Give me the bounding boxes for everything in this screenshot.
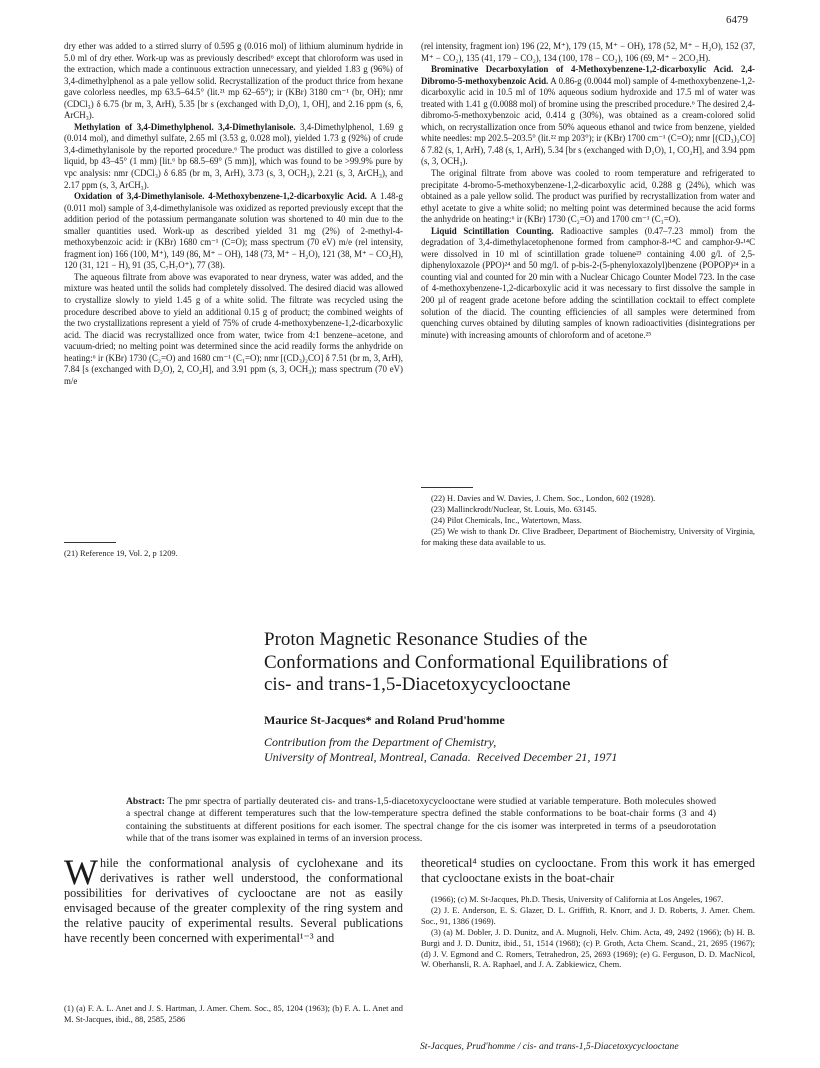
received-date: Received December 21, 1971	[476, 750, 618, 764]
footnotes	[421, 895, 755, 971]
abstract-label: Abstract:	[126, 796, 165, 807]
footnote-rule	[421, 487, 473, 488]
running-footer: St-Jacques, Prud'homme / cis- and trans-1,5-Diacetoxycyclooctane	[420, 1041, 679, 1052]
section-heading: Oxidation of 3,4-Dimethylanisole. 4-Methoxybenzene-1,2-dicarboxylic Acid.	[74, 191, 367, 202]
footnote: (24) Pilot Chemicals, Inc., Watertown, Mass.	[431, 515, 582, 525]
intro-left-column: While the conformational analysis of cyclohexane and its derivatives is rather well understood, the conformational possibilities for derivatives of cyclooctane are not as easily envisaged because of the greater complexity of the ring system and the relative paucity of experimental results. Several publications have recently been concerned with experimental¹⁻³ and	[64, 852, 403, 945]
section-heading: Brominative Decarboxylation of 4-Methoxybenzene-1,2-dicarboxylic Acid. 2,4-Dibromo-5-methoxybenzoic Acid.	[421, 64, 755, 86]
footnotes	[421, 494, 755, 549]
left-column	[64, 41, 403, 387]
footnote: (1966); (c) M. St-Jacques, Ph.D. Thesis, University of California at Los Angeles, 1967.	[431, 895, 724, 904]
footnote: (1) (a) F. A. L. Anet and J. S. Hartman, J. Amer. Chem. Soc., 85, 1204 (1963); (b) F. A. L. Anet and M. St-Jacques, ibid., 88, 2585, 2586	[64, 1004, 403, 1024]
paragraph: The original filtrate from above was cooled to room temperature and refrigerated to precipitate 4-bromo-5-methoxybenzene-1,2-dicarboxylic acid, 0.288 g (24%), which was obtained as a pale yellow solid. The product was purified by recrystallization from water and ethyl acetate to give a white solid; no melting point was determined because the acid forms the anhydride on heating:⁶ ir (KBr) 1730 (C₂=O) and 1700 cm⁻¹ (C₁=O).	[421, 168, 755, 225]
paragraph: dry ether was added to a stirred slurry of 0.595 g (0.016 mol) of lithium aluminum hydride in 5.0 ml of dry ether. Work-up was as previously described⁶ except that chloroform was used in the extraction, which made a continuous extraction unnecessary, and yielded 1.83 g (96%) of 3,4-dimethylphenol as a pale yellow solid. Recrystallization of the product thrice from hexane gave colorless needles, mp 63.5–64.5° (lit.²¹ mp 62–65°); ir (KBr) 3180 cm⁻¹ (br, OH); nmr (CDCl₃) δ 6.75 (br m, 3, ArH), 5.35 [br s (exchanged with D₂O), 1, OH], and 2.16 ppm (s, 6, ArCH₃).	[64, 41, 403, 121]
section-heading: Methylation of 3,4-Dimethylphenol. 3,4-Dimethylanisole.	[74, 121, 296, 132]
footnote: (3) (a) M. Dobler, J. D. Dunitz, and A. Mugnoli, Helv. Chim. Acta, 49, 2492 (1966); (b) H. B. Burgi and J. D. Dunitz, ibid., 51, 1514 (1968); (c) P. Groth, Acta Chem. Scand., 21, 2695 (1967); (d) J. V. Egmond and C. Romers, Tetrahedron, 25, 2693 (1969); (e) G. Ferguson, D. D. MacNicol, W. Oberhansli, R. A. Raphael, and J. A. Zabkiewicz, Chem.	[421, 927, 755, 970]
paragraph: Methylation of 3,4-Dimethylphenol. 3,4-Dimethylanisole. 3,4-Dimethylphenol, 1.69 g (0.014 mol), and dimethyl sulfate, 2.65 ml (3.53 g, 0.028 mol), yielded 1.73 g (92%) of crude 3,4-dimethylanisole by the reported procedure.⁶ The product was distilled to give a colorless liquid, bp 43–45° (1 mm) [lit.⁶ bp 68.5–69° (5 mm)], which was found to be >99.9% pure by vpc analysis: nmr (CDCl₃) δ 6.85 (br m, 3, ArH), 3.73 (s, 3, OCH₃), 2.21 (s, 3, ArCH₃), and 2.17 ppm (s, 3, ArCH₃).	[64, 121, 404, 190]
paragraph: Oxidation of 3,4-Dimethylanisole. 4-Methoxybenzene-1,2-dicarboxylic Acid. A 1.48-g (0.011 mol) sample of 3,4-dimethylanisole was oxidized as reported previously except that the addition period of the potassium permanganate solution was shortened to 40 min due to the smaller quantities used. Work-up as described yielded 31 mg (2%) of 2-methyl-4-methoxybenzoic acid: ir (KBr) 1680 cm⁻¹ (C=O); mass spectrum (70 eV) m/e (rel intensity, fragment ion) 166 (100, M⁺), 149 (86, M⁺ − OH), 148 (73, M⁺ − H₂O), 121 (38, M⁺ − CO₂H), 120 (31, 121 − H), 91 (35, C₇H₇O⁺), 77 (38).	[64, 191, 403, 271]
intro-right-column: theoretical⁴ studies on cyclooctane. From this work it has emerged that cyclooctane exists in the boat-chair	[421, 856, 755, 885]
paragraph: Brominative Decarboxylation of 4-Methoxybenzene-1,2-dicarboxylic Acid. 2,4-Dibromo-5-methoxybenzoic Acid. A 0.86-g (0.0044 mol) sample of 4-methoxybenzene-1,2-dicarboxylic acid in 10.5 ml of 10% aqueous sodium hydroxide and 17.5 ml of water was treated with 1.41 g (0.0088 mol) of bromine using the prescribed procedure.⁶ The desired 2,4-dibromo-5-methoxybenzoic acid, 0.414 g (30%), was obtained as a cream-colored solid which, on recrystallization once from 50% aqueous ethanol and twice from benzene, yielded white needles: mp 202.5–203.5° (lit.²² mp 203°); ir (KBr) 1700 cm⁻¹ (C=O); nmr [(CD₃)₂CO] δ 7.82 (s, 1, ArH), 7.48 (s, 1, ArH), 5.34 [br s (exchanged with D₂O), 1, CO₂H], and 3.94 ppm (s, 3, OCH₃).	[421, 64, 755, 167]
affiliation: Contribution from the Department of Chemistry, University of Montreal, Montreal, Canada. Received December 21, 1971	[264, 735, 618, 764]
right-column	[421, 41, 755, 341]
authors: Maurice St-Jacques* and Roland Prud'homme	[264, 713, 505, 727]
footnote-rule	[64, 542, 116, 543]
footnote: (21) Reference 19, Vol. 2, p 1209.	[64, 549, 178, 558]
paragraph: Liquid Scintillation Counting. Radioactive samples (0.47–7.23 mmol) from the degradation of 3,4-dimethylacetophenone formed from camphor-8-¹⁴C and camphor-9-¹⁴C were dissolved in 10 ml of scintillation grade toluene²³ containing 4.00 g/l. of 2,5-diphenyloxazole (PPO)²⁴ and 50 mg/l. of p-bis-2-(5-phenyloxazolyl)benzene (POPOP)²⁴ in a counting vial and counted for 20 min with a Nuclear Chicago Counter Model 723. In the case of 4-methoxybenzene-1,2-dicarboxylic acid it was necessary to first dissolve the sample in 200 µl of reagent grade acetone before adding the scintillation cocktail to effect complete solution of the diacid. The counting efficiencies of all samples were determined from quenching curves obtained by diluting samples of known radioactivities (disintegrations per minute) with increasing amounts of chloroform and of acetone.²⁵	[421, 225, 755, 340]
paragraph: The aqueous filtrate from above was evaporated to near dryness, water was added, and the mixture was heated until the solids had completely dissolved. The desired diacid was allowed to crystallize slowly to yield 1.45 g of a white solid. The filtrate was recycled using the procedure described above to yield an additional 0.15 g of product; the combined weights of the two crystallizations represent a yield of 75% of crude 4-methoxybenzene-1,2-dicarboxylic acid. The diacid was recrystallized once from water, twice from 4:1 benzene–acetone, and vacuum-dried; no melting point was determined since the acid readily forms the anhydride on heating:⁶ ir (KBr) 1730 (C₂=O) and 1680 cm⁻¹ (C₁=O); nmr [(CD₃)₂CO] δ 7.51 (br m, 3, ArH), 7.84 [s (exchanged with D₂O), 2, CO₂H], and 3.91 ppm (s, 3, OCH₃); mass spectrum (70 eV) m/e	[64, 271, 403, 386]
page-number: 6479	[726, 14, 748, 26]
drop-cap: W	[64, 852, 98, 892]
footnote: (23) Mallinckrodt/Nuclear, St. Louis, Mo. 63145.	[431, 504, 597, 514]
footnote: (25) We wish to thank Dr. Clive Bradbeer, Department of Biochemistry, University of Virginia, for making these data available to us.	[421, 526, 755, 547]
paragraph: (rel intensity, fragment ion) 196 (22, M⁺), 179 (15, M⁺ − OH), 178 (52, M⁺ − H₂O), 152 (37, M⁺ − CO₂), 135 (41, 179 − CO₂), 134 (100, 178 − CO₂), 106 (69, M⁺ − 2CO₂H).	[421, 41, 755, 63]
footnote: (22) H. Davies and W. Davies, J. Chem. Soc., London, 602 (1928).	[431, 494, 656, 503]
abstract: Abstract: The pmr spectra of partially deuterated cis- and trans-1,5-diacetoxycyclooctane were studied at variable temperature. Both molecules showed a spectral change at different temperatures such that the low-temperature spectra defined the stable conformations to be boat-chair forms (3 and 4) containing the substituents at different positions for each isomer. The spectral change for the cis isomer was interpreted in terms of a pseudorotation while that of the trans isomer was explained in terms of an inversion process.	[126, 796, 716, 845]
article-title: Proton Magnetic Resonance Studies of the Conformations and Conformational Equilibrations of cis- and trans-1,5-Diacetoxycyclooctane	[264, 629, 669, 695]
footnote: (2) J. E. Anderson, E. S. Glazer, D. L. Griffith, R. Knorr, and J. D. Roberts, J. Amer. Chem. Soc., 91, 1386 (1969).	[421, 905, 755, 926]
section-heading: Liquid Scintillation Counting.	[431, 225, 554, 236]
